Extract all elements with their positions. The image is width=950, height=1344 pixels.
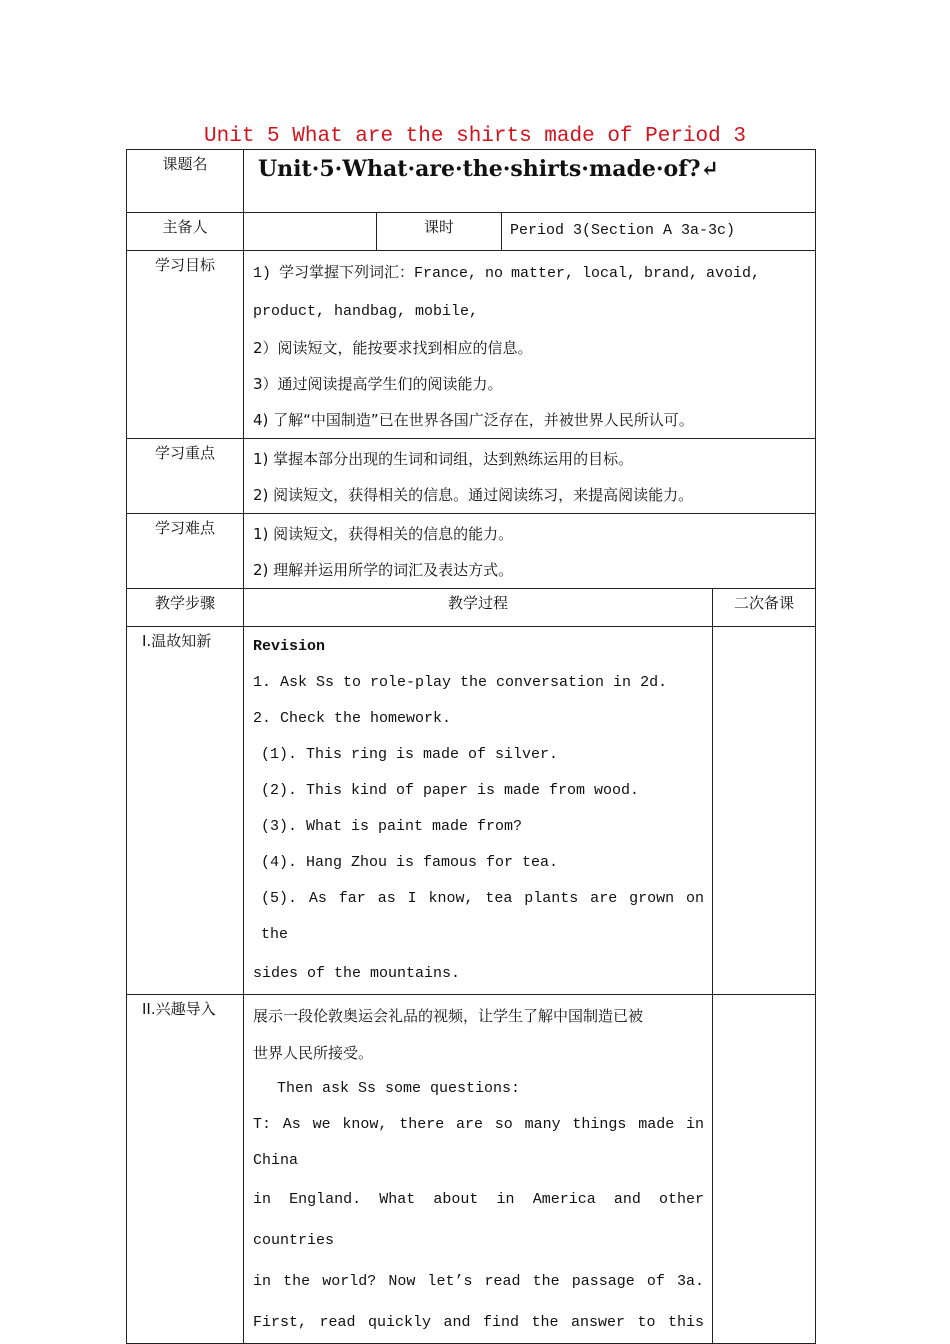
preparer-label: 主备人: [127, 213, 244, 251]
step-revision-content: [244, 627, 713, 995]
objective-line: 3）通过阅读提高学生们的阅读能力。: [253, 375, 503, 393]
revision-heading: Revision: [253, 638, 326, 655]
intro-line: in England. What about in America and other countries: [253, 1191, 704, 1249]
difficulties-label: 学习难点: [127, 514, 244, 589]
period-value-cell: [502, 213, 816, 251]
key-points-cell: [244, 439, 816, 514]
revision-line: (3). What is paint made from?: [261, 818, 523, 835]
objectives-cell: [244, 251, 816, 439]
revision-line: (4). Hang Zhou is famous for tea.: [261, 854, 559, 871]
period-value: Period 3(Section A 3a-3c): [510, 222, 736, 239]
objective-line: 2）阅读短文，能按要求找到相应的信息。: [253, 339, 533, 357]
notes-header: 二次备课: [713, 589, 816, 627]
revision-line: (2). This kind of paper is made from wood.: [261, 782, 640, 799]
difficulties-cell: [244, 514, 816, 589]
step-intro-row: [127, 995, 816, 1344]
revision-line: sides of the mountains.: [253, 965, 461, 982]
topic-value: Unit·5·What·are·the·shirts·made·of?↵: [258, 156, 719, 182]
key-point-line: 2) 阅读短文，获得相关的信息。通过阅读练习，来提高阅读能力。: [253, 486, 694, 504]
objectives-label: 学习目标: [127, 251, 244, 439]
revision-line: (5). As far as I know, tea plants are grown on the: [261, 890, 704, 943]
period-label: 课时: [377, 213, 502, 251]
column-header-row: [127, 589, 816, 627]
topic-row: [127, 150, 816, 213]
topic-label: 课题名: [127, 150, 244, 213]
preparer-value: [244, 213, 377, 251]
page-title: Unit 5 What are the shirts made of Period 3: [204, 125, 746, 148]
key-points-row: [127, 439, 816, 514]
difficulty-line: 1) 阅读短文，获得相关的信息的能力。: [253, 525, 514, 543]
step-revision-label: I.温故知新: [127, 627, 244, 995]
intro-line: First, read quickly and find the answer to this: [253, 1314, 704, 1331]
steps-header: 教学步骤: [127, 589, 244, 627]
objectives-row: [127, 251, 816, 439]
intro-line: 展示一段伦敦奥运会礼品的视频，让学生了解中国制造已被: [253, 1007, 644, 1025]
difficulties-row: [127, 514, 816, 589]
difficulty-line: 2) 理解并运用所学的词汇及表达方式。: [253, 561, 514, 579]
lesson-plan-table: [126, 149, 816, 1344]
revision-line: 1. Ask Ss to role-play the conversation in 2d.: [253, 674, 668, 691]
intro-line: Then ask Ss some questions:: [277, 1080, 521, 1097]
step-intro-label: II.兴趣导入: [127, 995, 244, 1344]
objective-line: product, handbag, mobile,: [253, 303, 479, 320]
key-points-label: 学习重点: [127, 439, 244, 514]
topic-cell: [244, 150, 816, 213]
objective-line: 1) 学习掌握下列词汇：France, no matter, local, brand, avoid,: [253, 265, 761, 282]
step-revision-notes: [713, 627, 816, 995]
preparer-row: [127, 213, 816, 251]
intro-line: T: As we know, there are so many things made in China: [253, 1116, 704, 1169]
intro-line: 世界人民所接受。: [253, 1044, 374, 1062]
key-point-line: 1) 掌握本部分出现的生词和词组，达到熟练运用的目标。: [253, 450, 634, 468]
objective-line: 4) 了解“中国制造”已在世界各国广泛存在，并被世界人民所认可。: [253, 411, 694, 429]
revision-line: (1). This ring is made of silver.: [261, 746, 559, 763]
intro-line: in the world? Now let’s read the passage of 3a.: [253, 1273, 704, 1290]
process-header: 教学过程: [244, 589, 713, 627]
step-intro-notes: [713, 995, 816, 1344]
revision-line: 2. Check the homework.: [253, 710, 452, 727]
step-revision-row: [127, 627, 816, 995]
step-intro-content: [244, 995, 713, 1344]
